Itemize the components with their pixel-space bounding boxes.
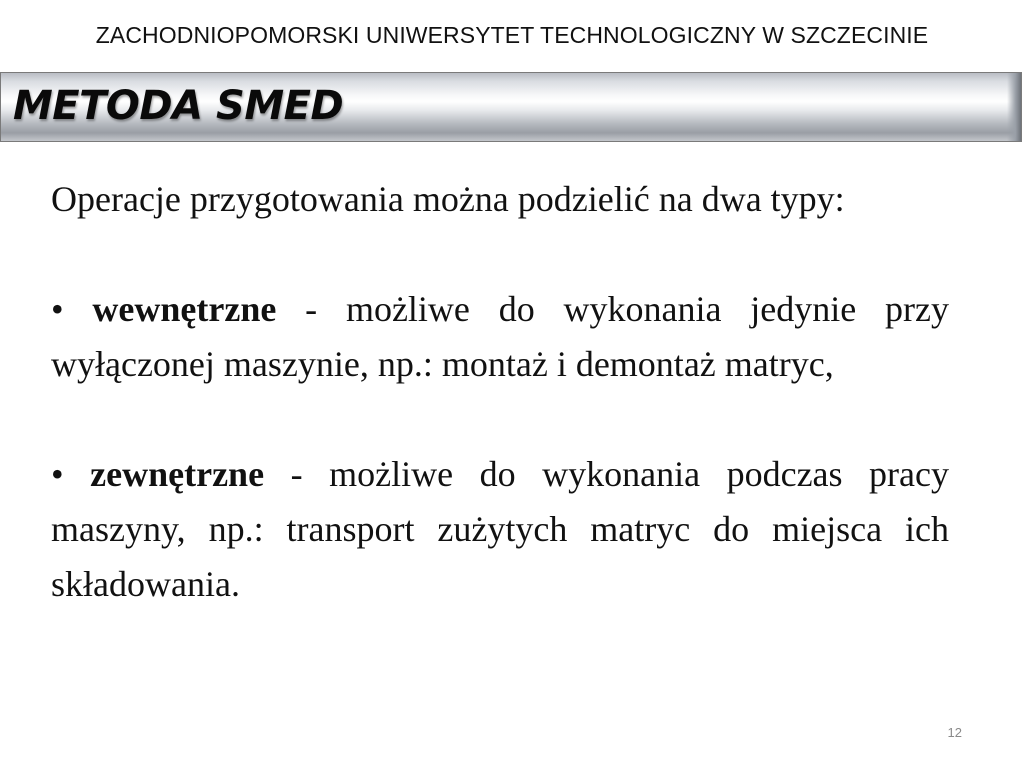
bullet-marker: • xyxy=(51,289,64,329)
spacer xyxy=(51,392,949,447)
bullet-marker: • xyxy=(51,454,64,494)
spacer xyxy=(51,227,949,282)
page-number: 12 xyxy=(947,725,962,740)
university-header: ZACHODNIOPOMORSKI UNIWERSYTET TECHNOLOGICZNY W SZCZECINIE xyxy=(95,22,929,48)
term-internal: wewnętrzne xyxy=(92,289,277,329)
bullet-external-text: - możliwe do wykonania podczas pracy maszyny, np.: transport zużytych matryc do miejsca ich składowania. xyxy=(51,454,950,604)
slide-title: METODA SMED xyxy=(13,83,344,129)
slide-content xyxy=(51,172,949,612)
title-bar xyxy=(0,72,1022,142)
intro-paragraph: Operacje przygotowania można podzielić na dwa typy: xyxy=(51,179,845,219)
term-external: zewnętrzne xyxy=(90,454,265,494)
bullet-external xyxy=(51,447,949,612)
bullet-internal-text: - możliwe do wykonania jedynie przy wyłączonej maszynie, np.: montaż i demontaż matryc, xyxy=(51,289,949,384)
bullet-internal xyxy=(51,282,949,392)
